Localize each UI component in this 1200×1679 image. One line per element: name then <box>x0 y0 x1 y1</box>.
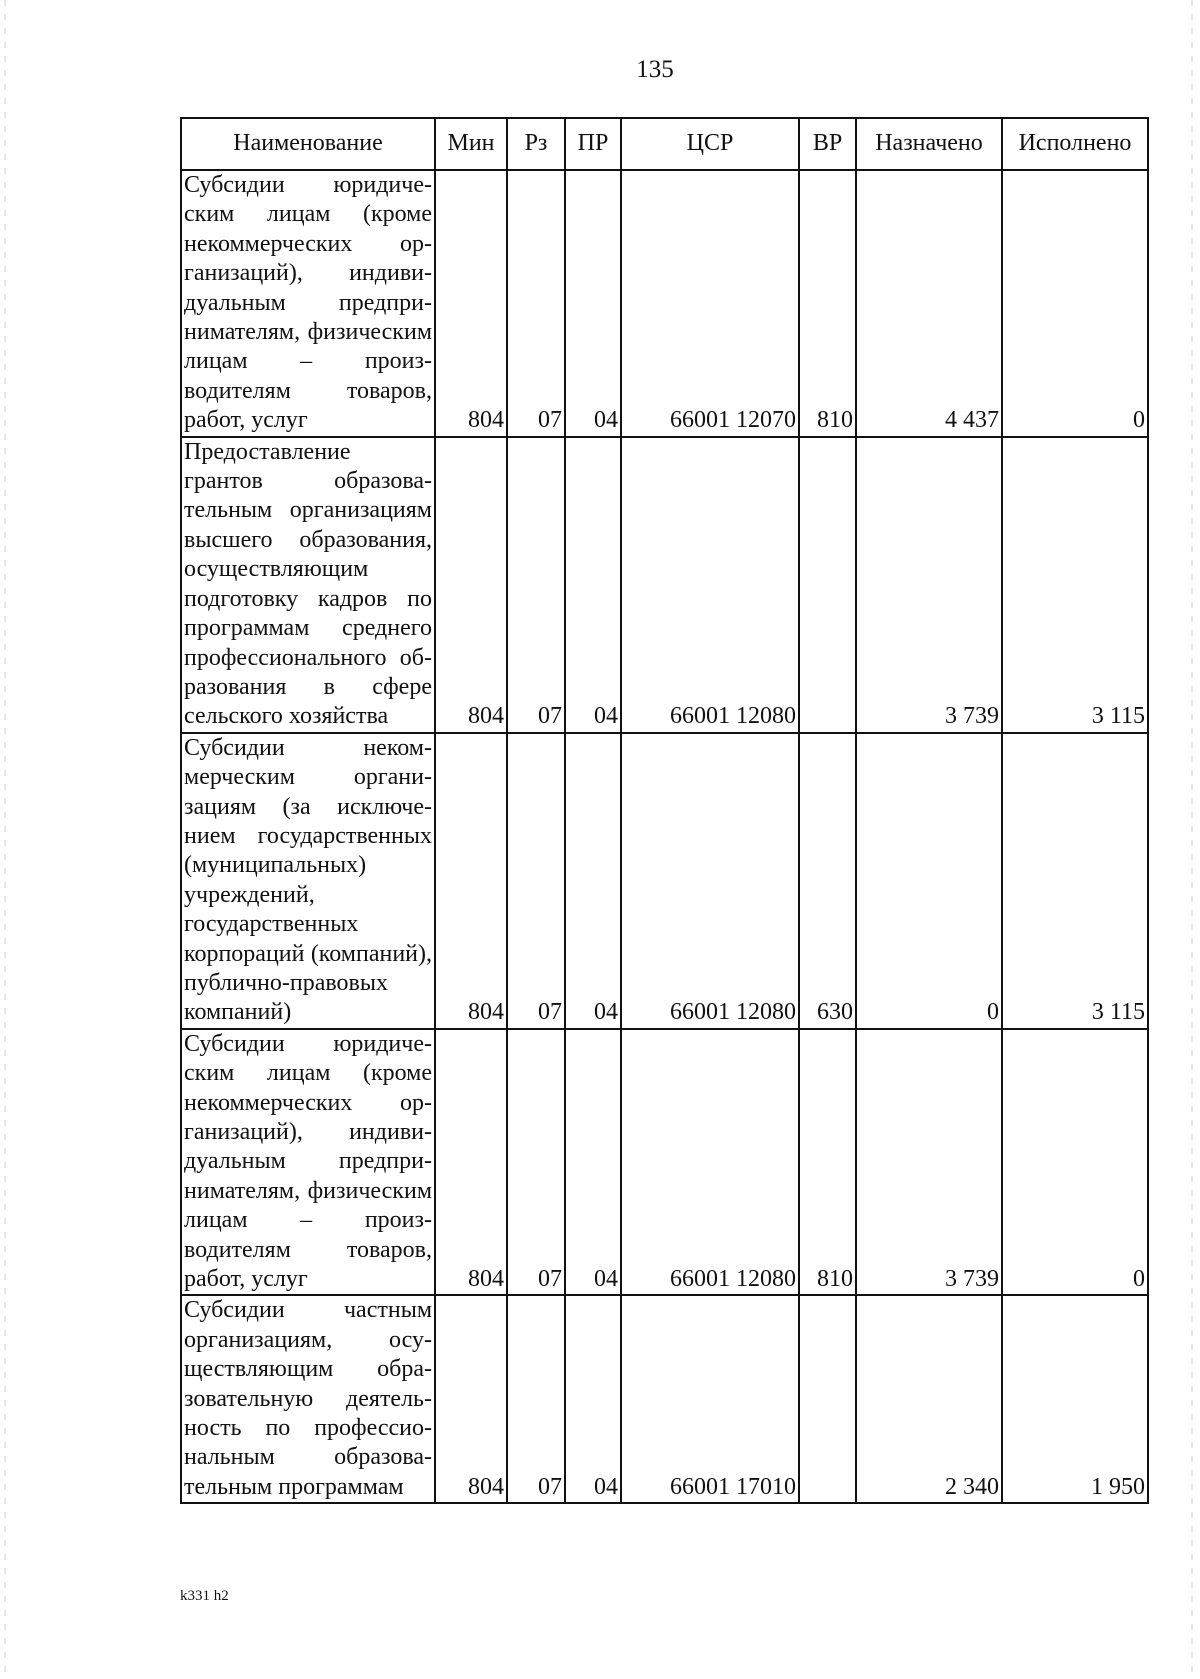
header-name: Наименование <box>181 118 435 170</box>
cell-vr <box>799 1295 856 1503</box>
cell-csr: 66001 12080 <box>621 733 799 1029</box>
cell-min: 804 <box>435 170 507 437</box>
cell-name: Субсидии частным организациям, осуществляющим образовательную деятельность по профессиональным образовательным программам <box>181 1295 435 1503</box>
cell-executed: 3 115 <box>1002 733 1148 1029</box>
cell-csr: 66001 12070 <box>621 170 799 437</box>
cell-pr: 04 <box>565 1295 621 1503</box>
footer-code: k331 h2 <box>180 1588 229 1604</box>
cell-csr: 66001 17010 <box>621 1295 799 1503</box>
cell-vr: 810 <box>799 1029 856 1296</box>
cell-pr: 04 <box>565 733 621 1029</box>
header-pr: ПР <box>565 118 621 170</box>
header-rz: Рз <box>507 118 565 170</box>
cell-pr: 04 <box>565 437 621 733</box>
cell-executed: 1 950 <box>1002 1295 1148 1503</box>
cell-name: Субсидии юридическим лицам (кроме некоммерческих организаций), индивидуальным предпринимателям, физическим лицам – производителям товаров, работ, услуг <box>181 170 435 437</box>
scan-edge-right <box>1191 0 1193 1679</box>
cell-rz: 07 <box>507 733 565 1029</box>
cell-pr: 04 <box>565 1029 621 1296</box>
cell-min: 804 <box>435 1295 507 1503</box>
cell-name: Субсидии некоммерческим организациям (за исключением государственных (муниципальных) учреждений, государственных корпораций (компаний), публично-правовых компаний) <box>181 733 435 1029</box>
cell-name: Субсидии юридическим лицам (кроме некоммерческих организаций), индивидуальным предпринимателям, физическим лицам – производителям товаров, работ, услуг <box>181 1029 435 1296</box>
cell-executed: 0 <box>1002 170 1148 437</box>
cell-rz: 07 <box>507 437 565 733</box>
header-executed: Исполнено <box>1002 118 1148 170</box>
table-row <box>181 733 1148 1029</box>
table-row <box>181 437 1148 733</box>
cell-planned: 2 340 <box>856 1295 1002 1503</box>
header-vr: ВР <box>799 118 856 170</box>
page-number: 135 <box>636 56 674 83</box>
cell-rz: 07 <box>507 1029 565 1296</box>
cell-planned: 4 437 <box>856 170 1002 437</box>
cell-min: 804 <box>435 437 507 733</box>
cell-csr: 66001 12080 <box>621 1029 799 1296</box>
cell-planned: 3 739 <box>856 437 1002 733</box>
header-min: Мин <box>435 118 507 170</box>
table-row <box>181 1029 1148 1296</box>
cell-executed: 3 115 <box>1002 437 1148 733</box>
cell-planned: 3 739 <box>856 1029 1002 1296</box>
header-planned: Назначено <box>856 118 1002 170</box>
scan-edge-left <box>4 0 6 1679</box>
header-row <box>181 118 1148 170</box>
cell-csr: 66001 12080 <box>621 437 799 733</box>
cell-executed: 0 <box>1002 1029 1148 1296</box>
cell-min: 804 <box>435 733 507 1029</box>
table-body <box>181 170 1148 1503</box>
cell-vr: 810 <box>799 170 856 437</box>
cell-name: Предоставление грантов образовательным организациям высшего образования, осуществляющим подготовку кадров по программам среднего профессионального образования в сфере сельского хозяйства <box>181 437 435 733</box>
cell-pr: 04 <box>565 170 621 437</box>
budget-table <box>180 117 1149 1504</box>
cell-rz: 07 <box>507 170 565 437</box>
table-row <box>181 170 1148 437</box>
table-header <box>181 118 1148 170</box>
cell-rz: 07 <box>507 1295 565 1503</box>
header-csr: ЦСР <box>621 118 799 170</box>
table-row <box>181 1295 1148 1503</box>
cell-planned: 0 <box>856 733 1002 1029</box>
cell-vr: 630 <box>799 733 856 1029</box>
cell-min: 804 <box>435 1029 507 1296</box>
cell-vr <box>799 437 856 733</box>
